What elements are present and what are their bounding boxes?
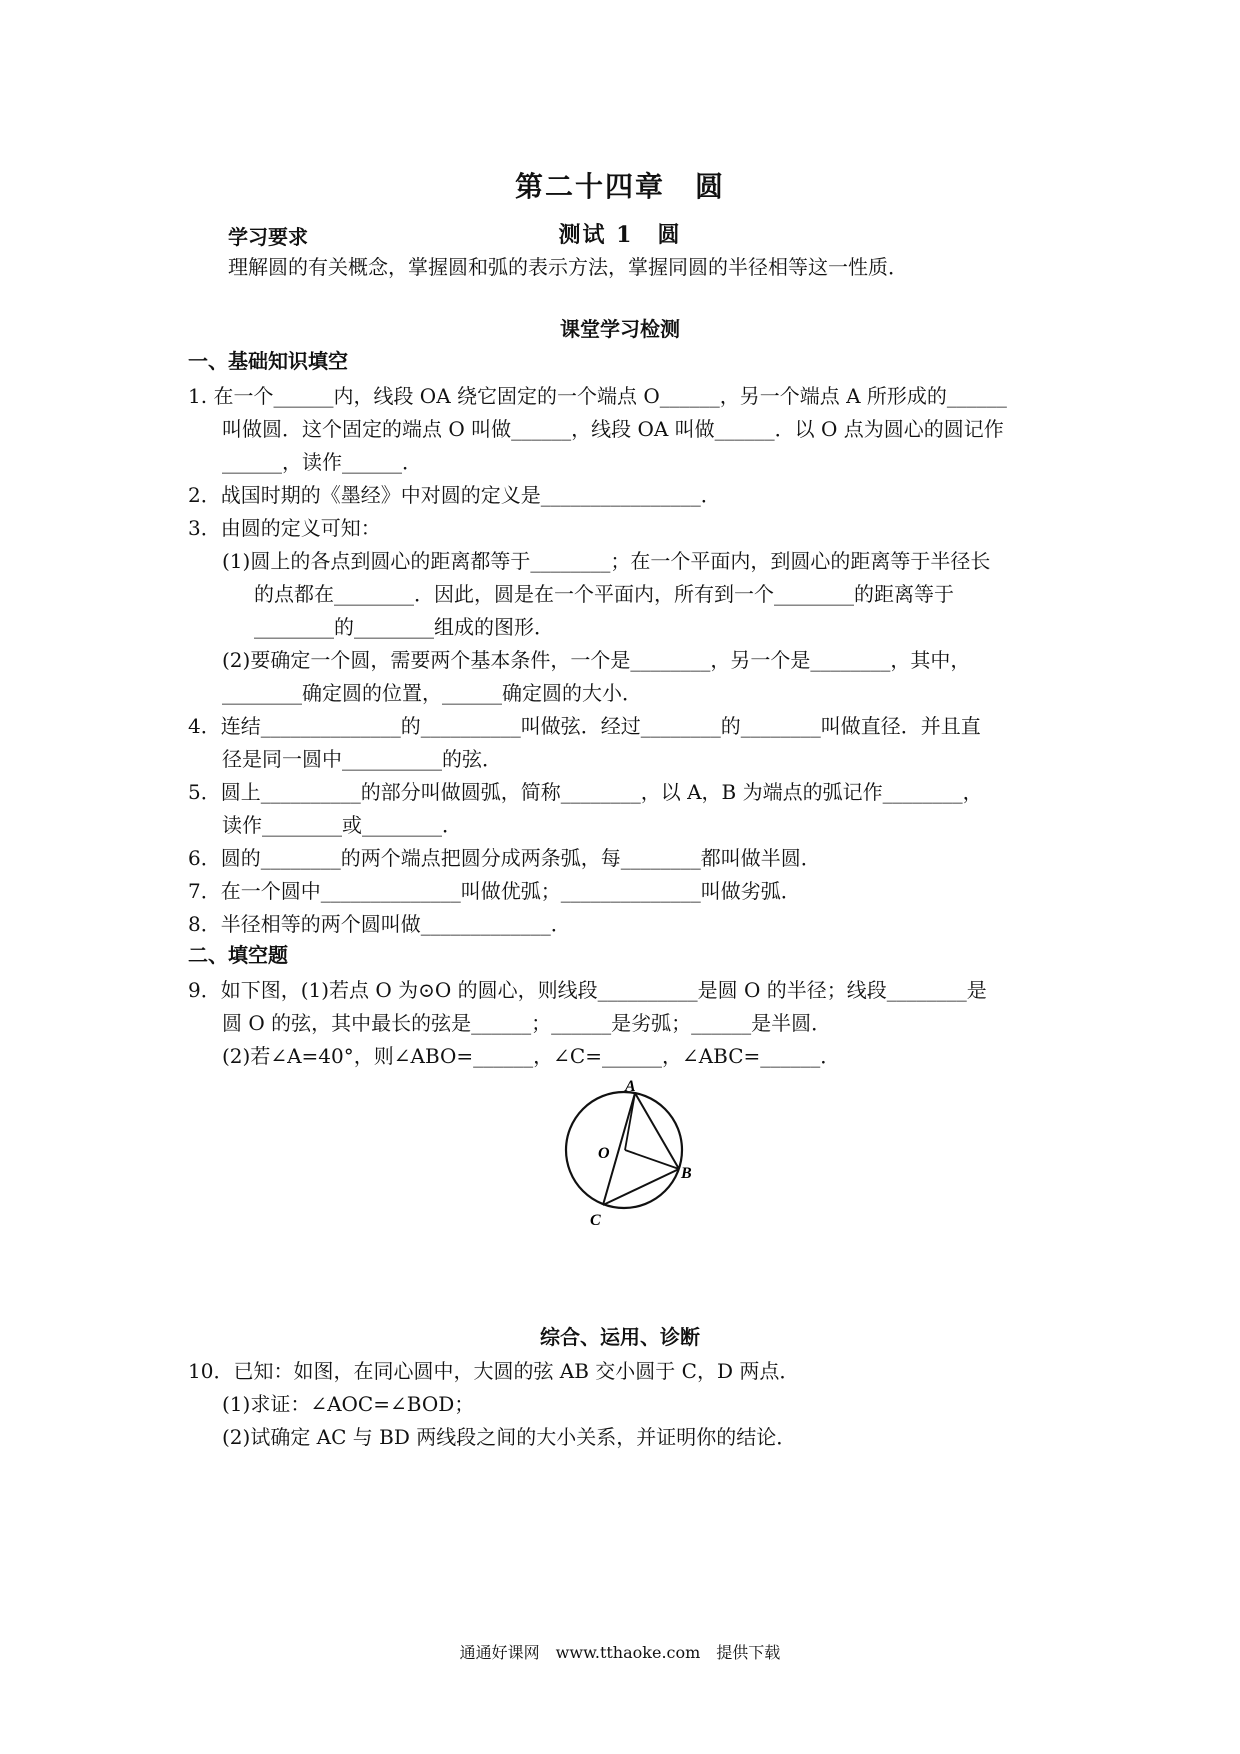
question-10-line-1: 10．已知：如图，在同心圆中，大圆的弦 AB 交小圆于 C，D 两点．: [188, 1359, 800, 1383]
label-o: O: [598, 1145, 610, 1162]
question-1-line-3: ______，读作______．: [222, 450, 422, 474]
circle-figure: [555, 1080, 705, 1230]
question-9-line-1: 9．如下图，(1)若点 O 为⊙O 的圆心，则线段__________是圆 O 的半径；线段________是: [188, 978, 987, 1002]
question-3-1-line-3: ________的________组成的图形．: [254, 615, 554, 639]
requirements-heading: 学习要求: [228, 225, 308, 249]
label-c: C: [590, 1212, 601, 1229]
requirements-text: 理解圆的有关概念，掌握圆和弧的表示方法，掌握同圆的半径相等这一性质．: [228, 255, 908, 279]
question-10-line-2: (1)求证：∠AOC=∠BOD；: [222, 1392, 475, 1416]
question-10-line-3: (2)试确定 AC 与 BD 两线段之间的大小关系，并证明你的结论．: [222, 1425, 797, 1449]
comprehensive-section-title: 综合、运用、诊断: [540, 1325, 700, 1349]
question-4-line-1: 4．连结______________的__________叫做弦．经过________的________叫做直径．并且直: [188, 714, 981, 738]
question-8: 8．半径相等的两个圆叫做_____________．: [188, 912, 571, 936]
section-2-heading: 二、填空题: [188, 943, 288, 967]
question-9-line-3: (2)若∠A=40°，则∠ABO=______，∠C=______，∠ABC=______．: [222, 1044, 841, 1068]
question-5-line-1: 5．圆上__________的部分叫做圆弧，简称________，以 A，B 为端点的弧记作________，: [188, 780, 983, 804]
circle-outline: [566, 1092, 682, 1208]
label-b: B: [681, 1165, 692, 1182]
section-1-heading: 一、基础知识填空: [188, 349, 348, 373]
question-5-line-2: 读作________或________．: [222, 813, 462, 837]
label-a: A: [625, 1080, 636, 1095]
chapter-title: 第二十四章 圆: [514, 170, 725, 203]
question-3-2-line-1: (2)要确定一个圆，需要两个基本条件，一个是________，另一个是________，其中，: [222, 648, 971, 672]
classroom-section-title: 课堂学习检测: [560, 317, 680, 341]
question-6: 6．圆的________的两个端点把圆分成两条弧，每________都叫做半圆．: [188, 846, 821, 870]
test-title: 测试 1 圆: [558, 222, 682, 248]
question-7: 7．在一个圆中______________叫做优弧；______________叫做劣弧．: [188, 879, 801, 903]
question-2: 2．战国时期的《墨经》中对圆的定义是________________．: [188, 483, 721, 507]
question-4-line-2: 径是同一圆中__________的弦．: [222, 747, 502, 771]
question-1-line-1: 1. 在一个______内，线段 OA 绕它固定的一个端点 O______，另一个端点 A 所形成的______: [188, 384, 1007, 408]
question-3-1-line-1: (1)圆上的各点到圆心的距离都等于________；在一个平面内，到圆心的距离等于半径长: [222, 549, 991, 573]
footer-note: 通通好课网 www.tthaoke.com 提供下载: [459, 1643, 781, 1662]
question-3-1-line-2: 的点都在________．因此，圆是在一个平面内，所有到一个________的距离等于: [254, 582, 954, 606]
chord-ab: [635, 1093, 679, 1169]
question-3-2-line-2: ________确定圆的位置，______确定圆的大小．: [222, 681, 642, 705]
question-1-line-2: 叫做圆．这个固定的端点 O 叫做______，线段 OA 叫做______．以 O 点为圆心的圆记作: [222, 417, 1004, 441]
question-9-line-2: 圆 O 的弦，其中最长的弦是______；______是劣弧；______是半圆．: [222, 1011, 832, 1035]
radius-ob: [625, 1150, 679, 1169]
question-3: 3．由圆的定义可知：: [188, 516, 381, 540]
